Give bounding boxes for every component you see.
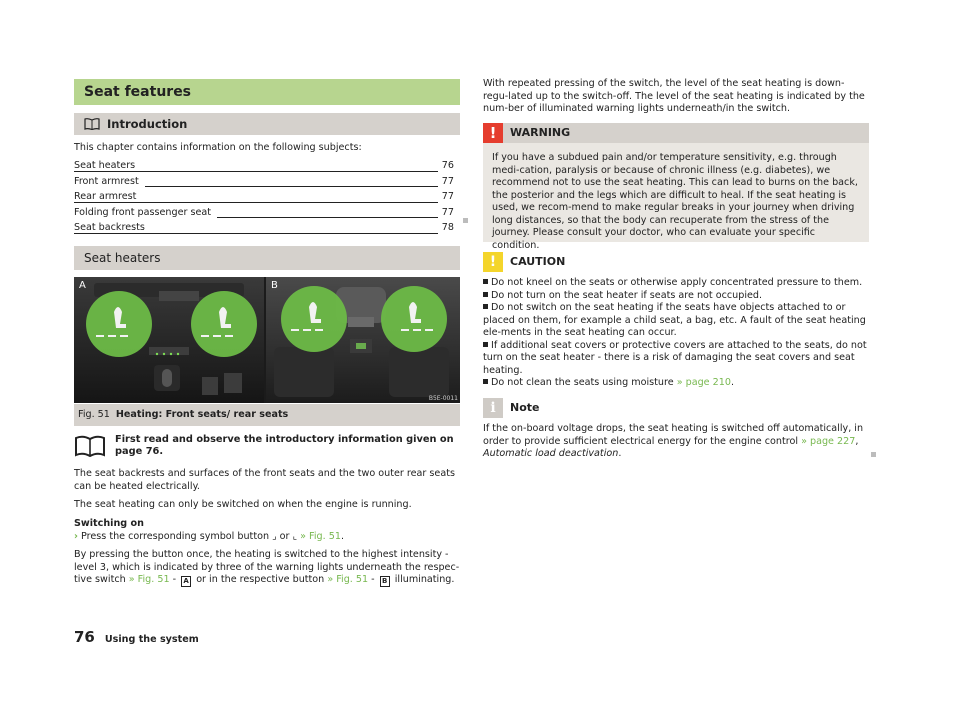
caution-item-text: Do not turn on the seat heater if seats are not occupied. (491, 289, 763, 301)
caution-item (483, 290, 869, 303)
paragraph: The seat backrests and surfaces of the front seats and the two outer rear seats can be heated electrically. (74, 468, 455, 492)
toc-row[interactable] (74, 206, 460, 222)
toc-label: Folding front passenger seat (74, 207, 217, 218)
para3-text: or in the respective button (196, 574, 325, 585)
toc-row[interactable] (74, 221, 460, 237)
page-number: 76 (74, 628, 95, 646)
footer-section: Using the system (104, 634, 199, 645)
fig-link[interactable]: » Fig. 51 (327, 574, 369, 585)
toc-page: 77 (441, 206, 454, 218)
fig-link[interactable]: » Fig. 51 (300, 531, 341, 542)
caution-title: CAUTION (510, 255, 566, 268)
toc-page: 76 (441, 160, 454, 171)
seat-heat-rear-icon: ⌞ (292, 531, 298, 542)
warning-box (483, 123, 869, 251)
end-mark (871, 452, 876, 457)
page-footer (74, 627, 199, 647)
end-mark (463, 218, 468, 223)
warning-header (483, 123, 869, 143)
warning-text: If you have a subdued pain and/or temperature sensitivity, e.g. through medi-cation, paralysis or because of chronic illness (e.g. diabetes), we recommend not to use the seat heating. This can lead to burns on the back, the posterior and the legs which are difficult to heal. If the seat heating is used, we recom-mend to make regular breaks in your journey when driving long distances, so that the body can recuperate from the stress of the journey. Please consult your doctor, who can evaluate your specific condition. (492, 152, 858, 251)
caution-list (483, 277, 869, 390)
caution-item (483, 340, 869, 378)
toc-page: 77 (441, 191, 454, 202)
para3-text: By pressing the button once, the heating is switched to the highest intensity - level 3, which is indicated by three of the warning lights underneath the respec-tive switch (74, 549, 460, 585)
toc-label: Front armrest (74, 176, 145, 187)
toc-row[interactable] (74, 159, 460, 175)
figure-caption (74, 404, 460, 426)
warning-title: WARNING (510, 126, 571, 139)
caution-item (483, 302, 869, 340)
caution-item-text: Do not clean the seats using moisture (491, 377, 674, 388)
toc-label: Seat heaters (74, 160, 141, 171)
note-title: Note (510, 401, 540, 414)
note-text-part: . (618, 448, 622, 459)
toc-page: 77 (441, 175, 454, 187)
figure-code: B5E-0011 (428, 395, 458, 402)
note-text-part: If the on-board voltage drops, the seat heating is switched off automatically, in order to provide sufficient electrical energy for the engine control (483, 423, 864, 447)
book-icon (74, 435, 106, 457)
caution-header (483, 252, 869, 272)
seat-heat-front-icon: ⌟ (272, 531, 277, 542)
para3-text: illuminating. (394, 574, 455, 585)
switching-on-heading: Switching on (74, 518, 144, 529)
caution-item-text: Do not kneel on the seats or otherwise apply concentrated pressure to them. (491, 277, 863, 288)
box-label-b: B (380, 576, 390, 587)
section-title: Seat features (74, 79, 460, 105)
page-link[interactable]: » page 227 (801, 435, 856, 447)
intro-text: This chapter contains information on the following subjects: (74, 142, 362, 153)
box-label-a: A (181, 576, 191, 587)
toc-label: Rear armrest (74, 191, 142, 202)
read-first-text: First read and observe the introductory information given on page 76. (115, 434, 454, 457)
step-arrow-icon: › (74, 531, 78, 542)
seat-heaters-title: Seat heaters (74, 246, 460, 270)
exclamation-icon: ! (483, 123, 503, 143)
step-or: or (279, 531, 290, 542)
note-text-italic: Automatic load deactivation (483, 448, 619, 459)
caution-item-text: If additional seat covers or protective covers are attached to the seats, do not turn on the seat heater - there is a risk of damaging the seat covers and seat heating. (483, 339, 867, 376)
figure-seat-heating (74, 277, 460, 403)
toc (74, 159, 460, 237)
intro-header (74, 113, 460, 135)
figure-caption-text: Heating: Front seats/ rear seats (115, 409, 289, 420)
step-1: › Press the corresponding symbol button ⌟ or ⌞ » Fig. 51. (74, 531, 344, 542)
fig-link[interactable]: » Fig. 51 (128, 574, 170, 585)
toc-row[interactable] (74, 190, 460, 206)
step-text: Press the corresponding symbol button (81, 531, 270, 542)
note-text: If the on-board voltage drops, the seat heating is switched off automatically, in order to provide sufficient electrical energy for the engine control » page 227, Automatic load deactivation. (483, 423, 864, 459)
paragraph: With repeated pressing of the switch, the level of the seat heating is down-regu-lated up to the switch-off. The level of the seat heating is indicated by the num-ber of illuminated warning lights underneath/in the switch. (483, 78, 865, 114)
info-icon: i (483, 398, 503, 418)
paragraph: The seat heating can only be switched on when the engine is running. (74, 499, 412, 510)
note-header (483, 398, 869, 418)
figure-illustration (74, 277, 460, 403)
figure-label-b: B (271, 280, 278, 291)
paragraph: By pressing the button once, the heating is switched to the highest intensity - level 3, which is indicated by three of the warning lights underneath the respec-tive switch » Fig. 51 - A or in the respective button » Fig. 51 - B illuminating. (74, 549, 460, 585)
toc-row[interactable] (74, 175, 460, 191)
toc-label: Seat backrests (74, 222, 151, 233)
read-first-note (74, 434, 460, 458)
figure-number: Fig. 51 (78, 409, 110, 420)
book-icon (84, 118, 100, 130)
caution-item: Do not clean the seats using moisture » page 210. (483, 377, 869, 390)
caution-item (483, 277, 869, 290)
intro-title: Introduction (107, 117, 188, 131)
toc-page: 78 (441, 222, 454, 233)
page-link[interactable]: » page 210 (676, 377, 731, 388)
figure-label-a: A (79, 280, 86, 291)
caution-icon: ! (483, 252, 503, 272)
caution-item-text: Do not switch on the seat heating if the seats have objects attached to or placed on them, for example a child seat, a bag, etc. A fault of the seat heating ele-ments in the seat heating can occur. (483, 302, 866, 338)
